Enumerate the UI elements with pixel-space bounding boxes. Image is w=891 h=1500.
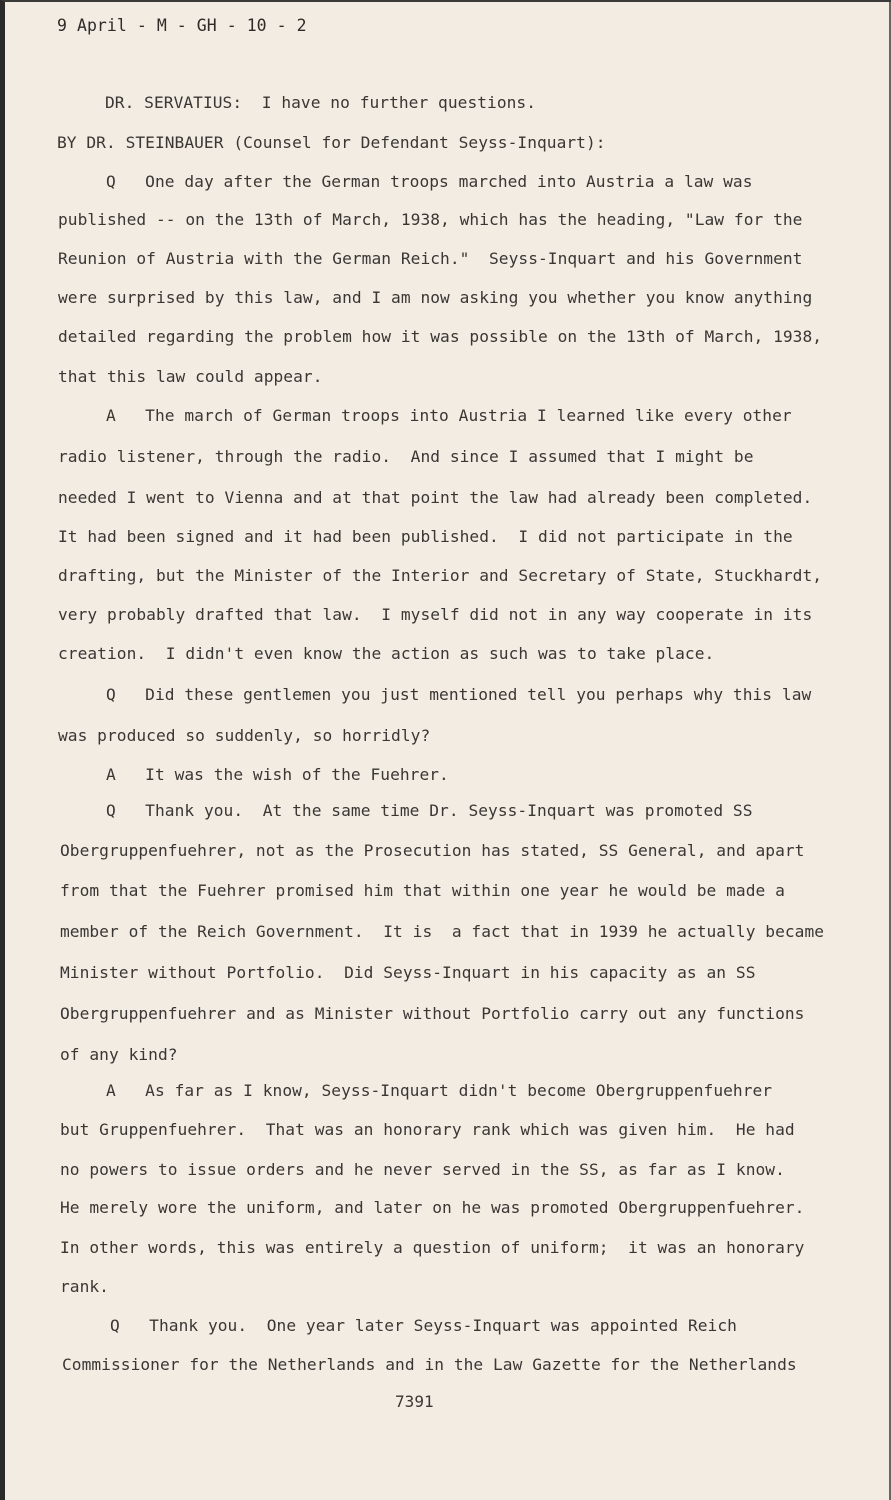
text-line: A It was the wish of the Fuehrer. [106, 765, 449, 784]
text-line: Minister without Portfolio. Did Seyss-Inquart in his capacity as an SS [60, 963, 756, 982]
document-header-code: 9 April - M - GH - 10 - 2 [57, 16, 307, 35]
text-line: of any kind? [60, 1045, 178, 1064]
text-line: Q Thank you. At the same time Dr. Seyss-Inquart was promoted SS [106, 801, 753, 820]
text-line: no powers to issue orders and he never served in the SS, as far as I know. [60, 1160, 785, 1179]
text-line: that this law could appear. [58, 367, 323, 386]
text-line: were surprised by this law, and I am now asking you whether you know anything [58, 288, 813, 307]
text-line: detailed regarding the problem how it was possible on the 13th of March, 1938, [58, 327, 823, 346]
text-line: In other words, this was entirely a question of uniform; it was an honorary [60, 1238, 805, 1257]
text-line: A As far as I know, Seyss-Inquart didn't become Obergruppenfuehrer [106, 1081, 773, 1100]
text-line: Commissioner for the Netherlands and in the Law Gazette for the Netherlands [62, 1355, 797, 1374]
text-line: Q Thank you. One year later Seyss-Inquart was appointed Reich [110, 1316, 737, 1335]
text-line: BY DR. STEINBAUER (Counsel for Defendant Seyss-Inquart): [57, 133, 606, 152]
page-number: 7391 [395, 1392, 434, 1411]
text-line: but Gruppenfuehrer. That was an honorary rank which was given him. He had [60, 1120, 795, 1139]
text-line: drafting, but the Minister of the Interior and Secretary of State, Stuckhardt, [58, 566, 823, 585]
text-line: published -- on the 13th of March, 1938, which has the heading, "Law for the [58, 210, 803, 229]
text-line: It had been signed and it had been published. I did not participate in the [58, 527, 793, 546]
text-line: He merely wore the uniform, and later on he was promoted Obergruppenfuehrer. [60, 1198, 805, 1217]
text-line: very probably drafted that law. I myself did not in any way cooperate in its [58, 605, 813, 624]
text-line: DR. SERVATIUS: I have no further questions. [105, 93, 537, 112]
text-line: Obergruppenfuehrer and as Minister without Portfolio carry out any functions [60, 1004, 805, 1023]
text-line: from that the Fuehrer promised him that within one year he would be made a [60, 881, 785, 900]
text-line: Q Did these gentlemen you just mentioned tell you perhaps why this law [106, 685, 812, 704]
text-line: needed I went to Vienna and at that point the law had already been completed. [58, 488, 813, 507]
text-line: was produced so suddenly, so horridly? [58, 726, 431, 745]
text-line: A The march of German troops into Austria I learned like every other [106, 406, 792, 425]
text-line: Reunion of Austria with the German Reich." Seyss-Inquart and his Government [58, 249, 803, 268]
text-line: creation. I didn't even know the action as such was to take place. [58, 644, 715, 663]
text-line: radio listener, through the radio. And since I assumed that I might be [58, 447, 754, 466]
text-line: member of the Reich Government. It is a fact that in 1939 he actually became [60, 922, 825, 941]
text-line: rank. [60, 1277, 109, 1296]
text-line: Q One day after the German troops marched into Austria a law was [106, 172, 753, 191]
text-line: Obergruppenfuehrer, not as the Prosecution has stated, SS General, and apart [60, 841, 805, 860]
